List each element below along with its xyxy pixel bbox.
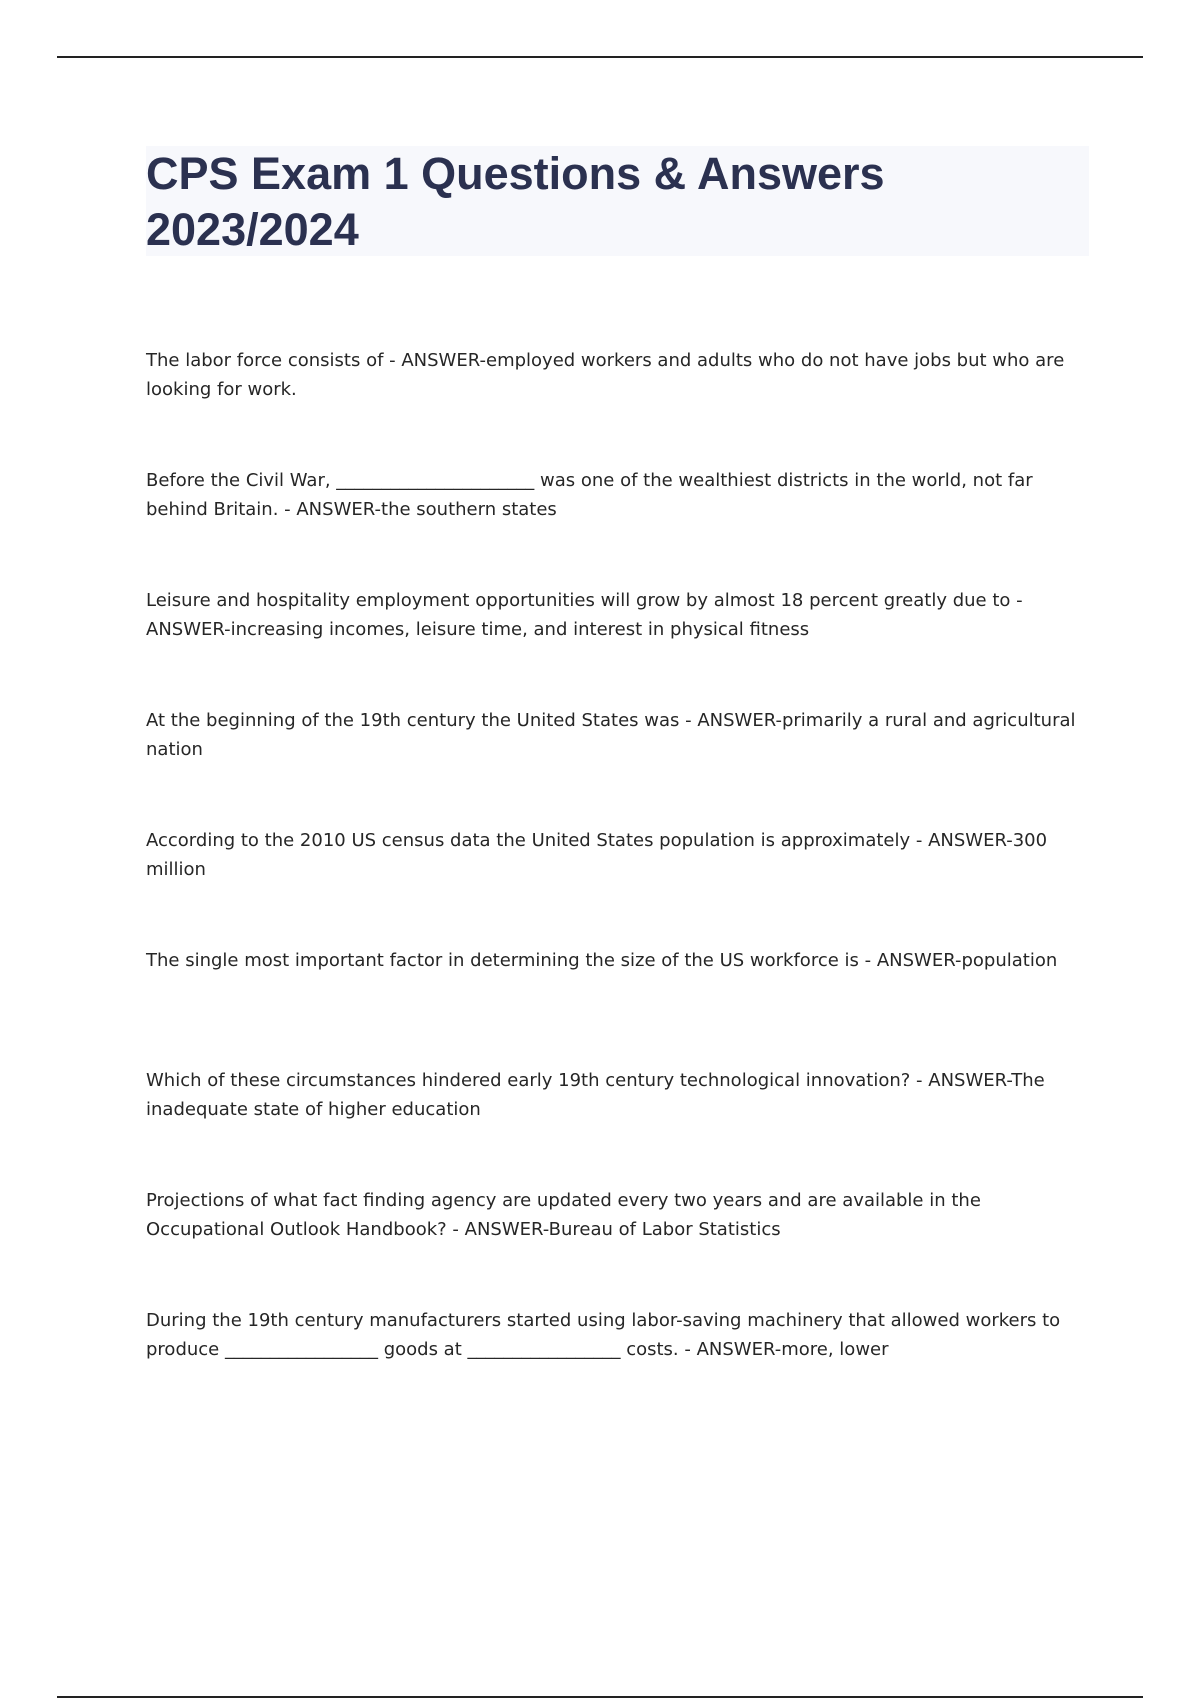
qa-item: The single most important factor in determining the size of the US workforce is - ANSWER-population bbox=[146, 950, 1058, 971]
qa-item: Before the Civil War, ______________________ was one of the wealthiest districts in the world, not far behind Britain. - ANSWER-the southern states bbox=[146, 470, 1033, 520]
top-divider bbox=[57, 56, 1143, 58]
qa-item: Which of these circumstances hindered early 19th century technological innovation? - ANSWER-The inadequate state of higher education bbox=[146, 1070, 1045, 1120]
document-title: CPS Exam 1 Questions & Answers 2023/2024 bbox=[146, 148, 885, 255]
qa-item: According to the 2010 US census data the United States population is approximately - ANSWER-300 million bbox=[146, 830, 1048, 880]
qa-item: During the 19th century manufacturers started using labor-saving machinery that allowed workers to produce _________________ goods at _________________ costs. - ANSWER-more, lower bbox=[146, 1310, 1061, 1360]
qa-item: At the beginning of the 19th century the United States was - ANSWER-primarily a rural and agricultural nation bbox=[146, 710, 1076, 760]
qa-item: The labor force consists of - ANSWER-employed workers and adults who do not have jobs but who are looking for work. bbox=[146, 350, 1065, 400]
qa-item: Projections of what fact finding agency are updated every two years and are available in the Occupational Outlook Handbook? - ANSWER-Bureau of Labor Statistics bbox=[146, 1190, 981, 1240]
qa-list bbox=[146, 346, 1076, 1426]
title-block bbox=[146, 146, 1089, 256]
bottom-divider bbox=[57, 1696, 1143, 1698]
qa-item: Leisure and hospitality employment opportunities will grow by almost 18 percent greatly due to - ANSWER-increasing incomes, leisure time, and interest in physical fitness bbox=[146, 590, 1023, 640]
